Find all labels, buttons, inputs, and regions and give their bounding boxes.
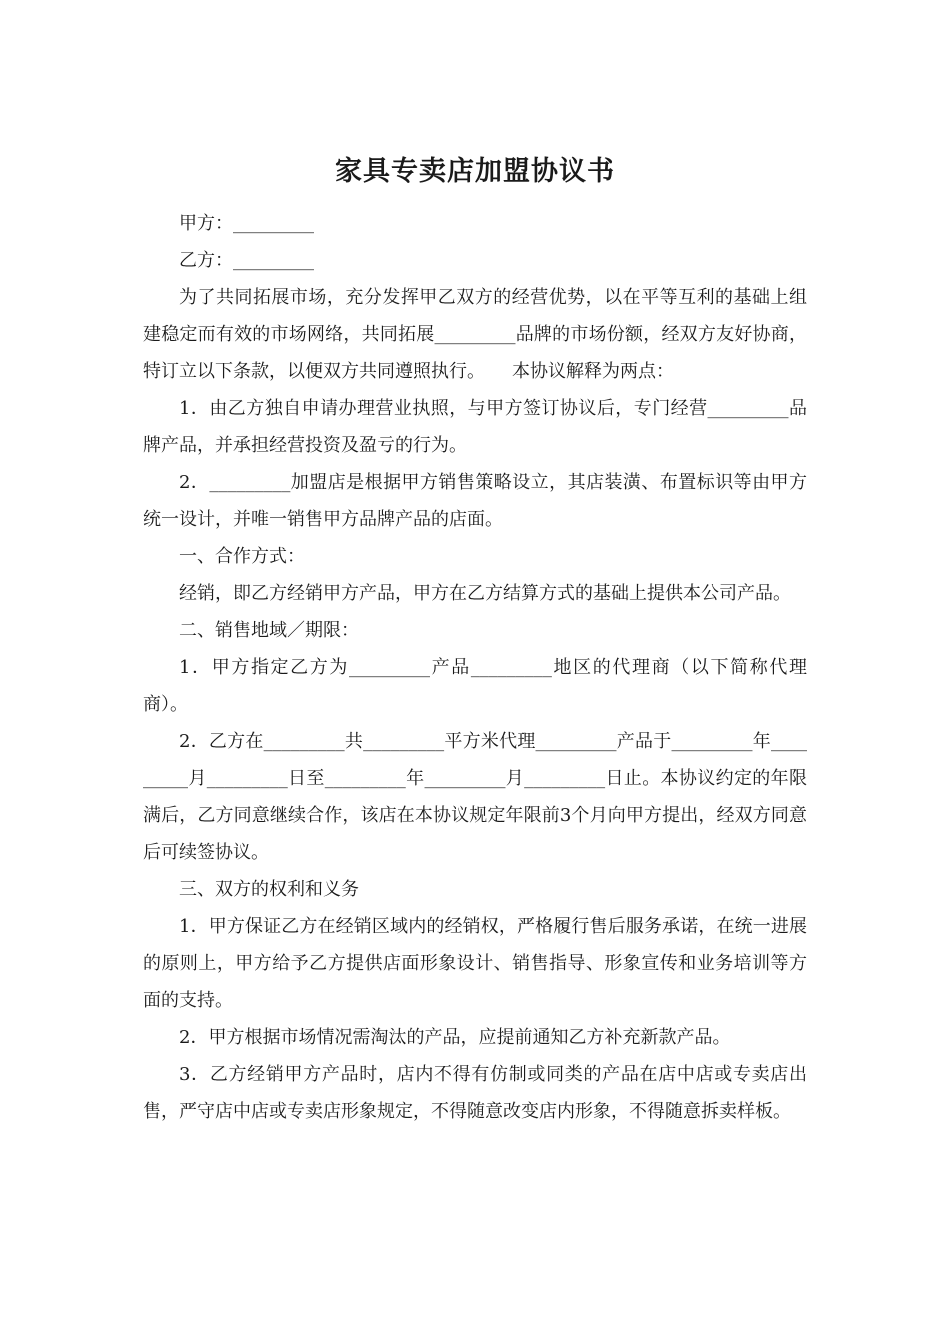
section-heading: 三、双方的权利和义务 [179,879,359,900]
section-heading: 一、合作方式： [179,546,305,567]
document-title: 家具专卖店加盟协议书 [335,156,615,187]
clause-paragraph: 1．甲方指定乙方为_________产品_________地区的代理商（以下简称代理商）。 [143,657,807,715]
clause-paragraph: 经销，即乙方经销甲方产品，甲方在乙方结算方式的基础上提供本公司产品。 [179,583,791,604]
section-heading: 二、销售地域／期限： [179,620,359,641]
party-a-line: 甲方：_________ [179,213,314,234]
clause-paragraph: 1．甲方保证乙方在经销区域内的经销权，严格履行售后服务承诺，在统一进展的原则上，甲方给予乙方提供店面形象设计、销售指导、形象宣传和业务培训等方面的支持。 [143,916,807,1011]
clause-paragraph: 2．_________加盟店是根据甲方销售策略设立，其店装潢、布置标识等由甲方统一设计，并唯一销售甲方品牌产品的店面。 [143,472,807,530]
party-b-line: 乙方：_________ [179,250,314,271]
clause-paragraph: 2．甲方根据市场情况需淘汰的产品，应提前通知乙方补充新款产品。 [179,1027,731,1048]
clause-paragraph: 1．由乙方独自申请办理营业执照，与甲方签订协议后，专门经营_________品牌产品，并承担经营投资及盈亏的行为。 [143,398,807,456]
clause-paragraph: 3．乙方经销甲方产品时，店内不得有仿制或同类的产品在店中店或专卖店出售，严守店中店或专卖店形象规定，不得随意改变店内形象，不得随意拆卖样板。 [143,1064,807,1122]
preamble-paragraph: 为了共同拓展市场，充分发挥甲乙双方的经营优势，以在平等互利的基础上组建稳定而有效的市场网络，共同拓展_________品牌的市场份额，经双方友好协商，特订立以下条款，以便双方共同遵照执行。 本协议解释为两点： [143,287,807,382]
document-body [143,205,807,1130]
clause-paragraph: 2．乙方在_________共_________平方米代理_________产品于_________年_________月_________日至_________年_________月_________日止。本协议约定的年限满后，乙方同意继续合作，该店在本协议规定年限前3个月向甲方提出，经双方同意后可续签协议。 [143,731,807,863]
